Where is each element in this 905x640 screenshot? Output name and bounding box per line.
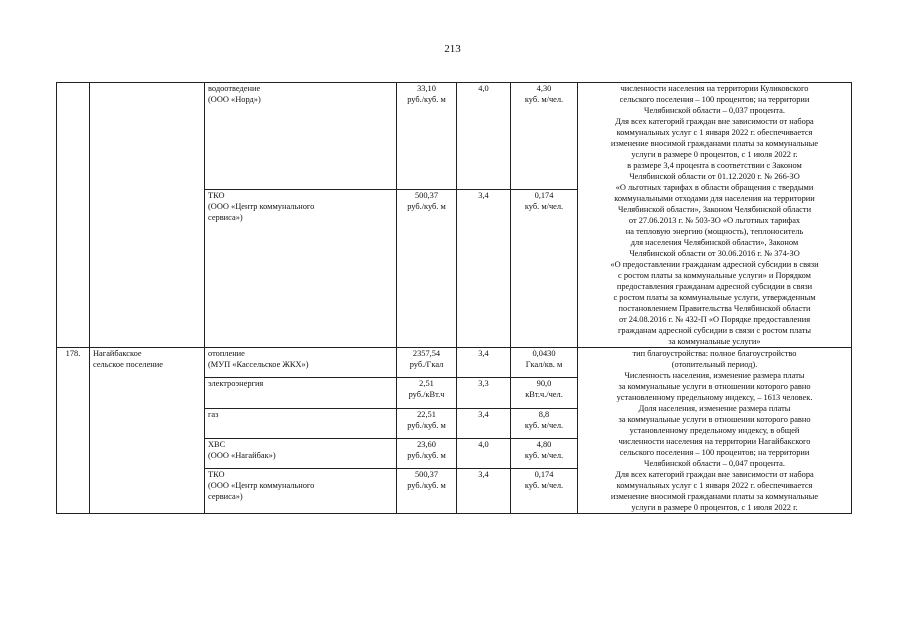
tariff-value: 22,51 [417, 409, 436, 419]
note-line: изменение вносимой гражданами платы за коммунальные [610, 139, 819, 148]
service-name: (МУП «Кассельское ЖКХ») [208, 360, 309, 369]
tariff-value: руб./куб. м [407, 201, 446, 211]
note-line: за коммунальные услуги» [668, 337, 761, 346]
note-line: Для всех категорий граждан вне зависимости от набора [615, 117, 814, 126]
service-name: (ООО «Нагайбак») [208, 450, 276, 460]
note-line: Челябинской области от 01.12.2020 г. № 266-ЗО [629, 172, 800, 181]
norm-value: кВт.ч./чел. [525, 390, 563, 400]
norm-value: куб. м/чел. [524, 481, 564, 491]
note-line: услуги в размере 0 процентов, с 1 июля 2022 г. [631, 150, 798, 159]
tariff-value: 23,60 [417, 439, 436, 449]
tariff-value: 500,37 [414, 470, 439, 480]
service-name: отопление [208, 349, 245, 358]
service-cell [205, 438, 397, 468]
note-line: коммунальными отходами для населения на территории [614, 194, 815, 203]
tariff-value: руб./кВт.ч [408, 390, 445, 400]
note-line: Челябинской области от 30.06.2016 г. № 374-ЗО [629, 249, 800, 258]
norm-cell [511, 469, 578, 514]
settlement-cell [90, 83, 205, 348]
note-line: сельского поселения – 100 процентов; на территории [619, 448, 810, 457]
notes-cell [578, 348, 852, 514]
note-line: «О предоставлении гражданам адресной субсидии в связи [610, 260, 819, 269]
norm-cell [511, 189, 578, 347]
tariff-value: руб./куб. м [407, 95, 446, 104]
service-name: (ООО «Норд») [208, 95, 261, 104]
norm-cell [511, 348, 578, 378]
service-name: ТКО [208, 190, 225, 200]
tariff-cell [397, 348, 457, 378]
tariff-cell [397, 83, 457, 190]
note-line: гражданам адресной субсидии в связи с ростом платы [617, 326, 812, 335]
norm-value: 4,80 [536, 439, 552, 449]
tariff-value: руб./Гкал [409, 360, 444, 369]
note-line: за коммунальные услуги в отношении которого равно [618, 415, 811, 424]
service-cell [205, 408, 397, 438]
note-line: численности населения на территории Куликовского [620, 84, 809, 93]
page-number: 213 [444, 43, 461, 55]
tariff-cell [397, 189, 457, 347]
note-line: с ростом платы за коммунальные услуги» и Порядком [618, 271, 811, 280]
note-line: коммунальных услуг с 1 января 2022 г. обеспечивается [616, 481, 813, 490]
note-line: за коммунальные услуги в отношении которого равно [618, 382, 811, 391]
row-number-cell: 178. [57, 348, 90, 514]
service-cell [205, 378, 397, 408]
note-line: «О льготных тарифах в области обращения с твердыми [615, 183, 814, 192]
index-cell: 3,4 [457, 408, 511, 438]
tariff-table [56, 82, 852, 514]
norm-value: куб. м/чел. [524, 450, 564, 460]
note-line: установленному предельному индексу, – 1613 человек. [616, 393, 813, 402]
tariff-cell [397, 408, 457, 438]
service-name: (ООО «Центр коммунального [208, 201, 315, 211]
table-row [57, 83, 852, 190]
settlement-name: сельское поселение [93, 360, 163, 369]
service-cell [205, 469, 397, 514]
service-cell [205, 189, 397, 347]
settlement-name: Нагайбакское [93, 349, 142, 358]
norm-value: Гкал/кв. м [525, 360, 563, 369]
tariff-cell [397, 469, 457, 514]
norm-value: куб. м/чел. [524, 95, 564, 104]
note-line: установленному предельному индексу, в общей [629, 426, 800, 435]
index-cell: 3,4 [457, 348, 511, 378]
index-cell: 4,0 [457, 438, 511, 468]
tariff-value: руб./куб. м [407, 420, 446, 430]
service-name: (ООО «Центр коммунального [208, 481, 315, 491]
norm-value: 0,0430 [532, 349, 556, 358]
settlement-cell [90, 348, 205, 514]
service-name: газ [208, 409, 219, 419]
tariff-value: 500,37 [414, 190, 439, 200]
norm-cell [511, 438, 578, 468]
index-cell: 3,4 [457, 469, 511, 514]
service-name: ХВС [208, 439, 226, 449]
note-line: Челябинской области – 0,047 процента. [644, 459, 785, 468]
service-name: сервиса») [208, 492, 243, 502]
service-name: водоотведение [208, 84, 261, 93]
note-line: услуги в размере 0 процентов, с 1 июля 2022 г. [631, 503, 798, 512]
note-line: Для всех категорий граждан вне зависимости от набора [615, 470, 814, 479]
service-name: электроэнергия [208, 379, 264, 389]
norm-value: 0,174 [534, 470, 554, 480]
tariff-value: 2357,54 [412, 349, 441, 358]
note-line: тип благоустройства: полное благоустройство [632, 349, 797, 358]
note-line: Челябинской области», Законом Челябинской области [617, 205, 812, 214]
norm-value: 0,174 [534, 190, 554, 200]
tariff-value: руб./куб. м [407, 450, 446, 460]
note-line: Численность населения, изменение размера платы [624, 371, 805, 380]
norm-value: 8,8 [538, 409, 550, 419]
note-line: постановлением Правительства Челябинской области [618, 304, 811, 313]
service-cell [205, 348, 397, 378]
norm-cell [511, 83, 578, 190]
note-line: Доля населения, изменение размера платы [638, 404, 791, 413]
note-line: на тепловую энергию (мощность), теплоноситель [625, 227, 804, 236]
note-line: сельского поселения – 100 процентов; на территории [619, 95, 810, 104]
tariff-value: 33,10 [417, 84, 436, 93]
note-line: предоставления гражданам адресной субсидии в связи [616, 282, 813, 291]
service-cell [205, 83, 397, 190]
note-line: Челябинской области – 0,037 процента. [644, 106, 785, 115]
norm-cell [511, 378, 578, 408]
tariff-cell [397, 438, 457, 468]
norm-value: куб. м/чел. [524, 420, 564, 430]
tariff-value: руб./куб. м [407, 481, 446, 491]
norm-value: 4,30 [536, 84, 552, 93]
norm-cell [511, 408, 578, 438]
service-name: сервиса») [208, 212, 243, 222]
note-line: в размере 3,4 процента в соответствии с Законом [627, 161, 802, 170]
index-cell: 3,3 [457, 378, 511, 408]
index-cell: 3,4 [457, 189, 511, 347]
index-cell: 4,0 [457, 83, 511, 190]
service-name: ТКО [208, 470, 225, 480]
note-line: для населения Челябинской области», Законом [630, 238, 799, 247]
norm-value: 90,0 [536, 379, 552, 389]
note-line: от 24.08.2016 г. № 432-П «О Порядке предоставления [618, 315, 811, 324]
note-line: от 27.06.2013 г. № 503-ЗО «О льготных тарифах [628, 216, 801, 225]
notes-cell [578, 83, 852, 348]
note-line: изменение вносимой гражданами платы за коммунальные [610, 492, 819, 501]
note-line: (отопительный период). [671, 360, 758, 369]
norm-value: куб. м/чел. [524, 201, 564, 211]
note-line: с ростом платы за коммунальные услуги, утвержденным [613, 293, 816, 302]
table-row [57, 348, 852, 378]
note-line: коммунальных услуг с 1 января 2022 г. обеспечивается [616, 128, 813, 137]
note-line: численности населения на территории Нагайбакского [618, 437, 811, 446]
tariff-value: 2,51 [419, 379, 434, 389]
row-number-cell [57, 83, 90, 348]
tariff-cell [397, 378, 457, 408]
